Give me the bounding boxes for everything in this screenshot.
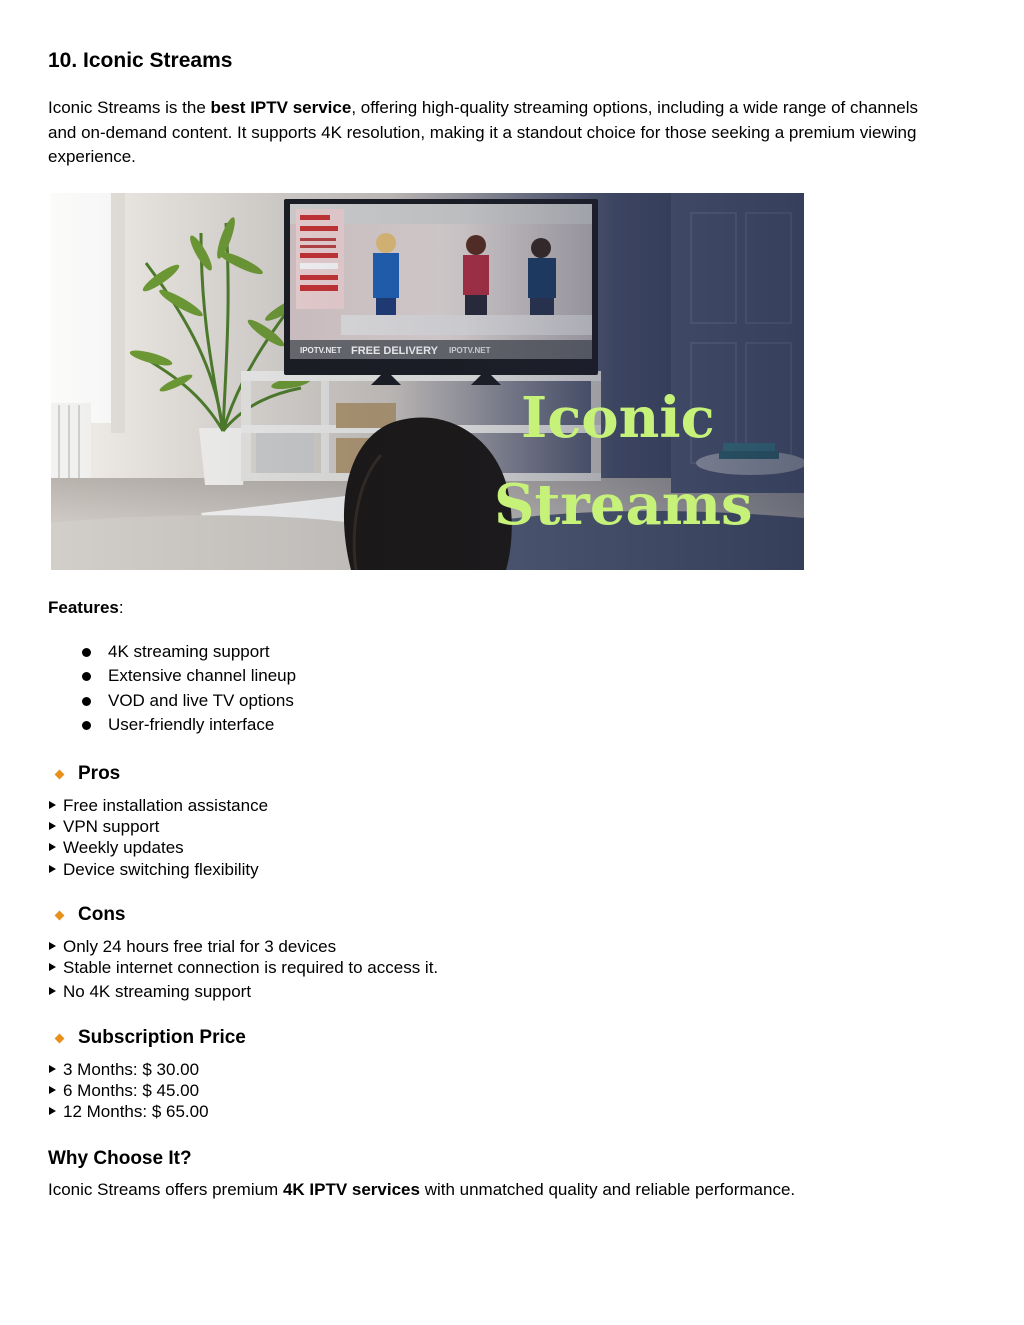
pros-item-text: Device switching flexibility — [63, 859, 259, 879]
subscription-price-heading — [54, 1025, 246, 1051]
triangle-bullet-icon — [49, 963, 56, 971]
intro-text-start: Iconic Streams is the — [48, 98, 211, 117]
overlay-title-line1: Iconic — [521, 385, 715, 451]
triangle-bullet-icon — [49, 865, 56, 873]
bullet-icon — [82, 672, 91, 681]
why-choose-heading: Why Choose It? — [48, 1148, 192, 1169]
features-list — [48, 640, 296, 737]
cons-item-text: Stable internet connection is required to access it. — [63, 958, 439, 978]
features-colon: : — [118, 598, 124, 617]
triangle-bullet-icon — [49, 1086, 56, 1094]
feature-item-text: VOD and live TV options — [108, 690, 294, 710]
intro-text-end: , offering high-quality streaming options, including a wide range of channels and on-demand content. It supports 4K resolution, making it a standout choice for those seeking a premium viewing experience. — [48, 98, 919, 166]
subscription-price-heading-text: Subscription Price — [78, 1027, 246, 1048]
pros-item — [48, 859, 268, 880]
section-title: 10. Iconic Streams — [48, 49, 233, 72]
triangle-bullet-icon — [49, 801, 56, 809]
pros-item — [48, 795, 268, 816]
price-list — [48, 1059, 209, 1123]
triangle-bullet-icon — [49, 843, 56, 851]
pros-list — [48, 795, 268, 880]
cons-list — [48, 936, 438, 1003]
hero-image — [51, 193, 804, 570]
cons-item — [48, 936, 438, 957]
feature-item-text: 4K streaming support — [108, 642, 270, 661]
diamond-icon — [55, 769, 65, 779]
why-choose-paragraph — [48, 1179, 795, 1201]
diamond-icon — [55, 910, 65, 920]
triangle-bullet-icon — [49, 942, 56, 950]
price-item — [48, 1101, 209, 1122]
feature-item-text: Extensive channel lineup — [108, 666, 297, 686]
price-item-text: 12 Months: $ 65.00 — [63, 1102, 209, 1122]
why-text-start: Iconic Streams offers premium — [48, 1180, 283, 1199]
price-item-text: 6 Months: $ 45.00 — [63, 1081, 200, 1101]
why-bold-link-text: 4K IPTV services — [282, 1180, 420, 1199]
triangle-bullet-icon — [49, 822, 56, 830]
features-label — [48, 597, 124, 619]
diamond-icon — [55, 1033, 65, 1043]
bullet-icon — [82, 721, 91, 730]
living-room-tv-illustration — [51, 193, 804, 570]
feature-item — [48, 640, 296, 664]
pros-item — [48, 816, 268, 837]
bullet-icon — [82, 648, 91, 657]
feature-item — [48, 664, 296, 688]
cons-heading — [54, 902, 126, 928]
intro-paragraph — [48, 96, 948, 170]
feature-item-text: User-friendly interface — [108, 714, 275, 734]
pros-heading — [54, 761, 120, 787]
pros-item-text: VPN support — [63, 817, 160, 837]
triangle-bullet-icon — [49, 987, 56, 995]
price-item — [48, 1059, 209, 1080]
pros-item-text: Free installation assistance — [63, 796, 269, 815]
pros-item-text: Weekly updates — [63, 838, 184, 858]
triangle-bullet-icon — [49, 1065, 56, 1073]
intro-bold-link-text: best IPTV service — [210, 98, 352, 117]
why-text-end: with unmatched quality and reliable performance. — [419, 1180, 796, 1199]
overlay-title-line2: Streams — [494, 472, 753, 538]
cons-heading-text: Cons — [78, 904, 126, 925]
cons-item-text: Only 24 hours free trial for 3 devices — [63, 937, 337, 956]
cons-item-text: No 4K streaming support — [63, 982, 252, 1002]
feature-item — [48, 689, 296, 713]
price-item-text: 3 Months: $ 30.00 — [63, 1060, 200, 1079]
features-label-bold: Features — [48, 598, 119, 617]
bullet-icon — [82, 697, 91, 706]
pros-heading-text: Pros — [78, 763, 121, 784]
cons-item — [48, 957, 438, 978]
pros-item — [48, 837, 268, 858]
triangle-bullet-icon — [49, 1107, 56, 1115]
feature-item — [48, 713, 296, 737]
price-item — [48, 1080, 209, 1101]
cons-item — [48, 981, 438, 1002]
